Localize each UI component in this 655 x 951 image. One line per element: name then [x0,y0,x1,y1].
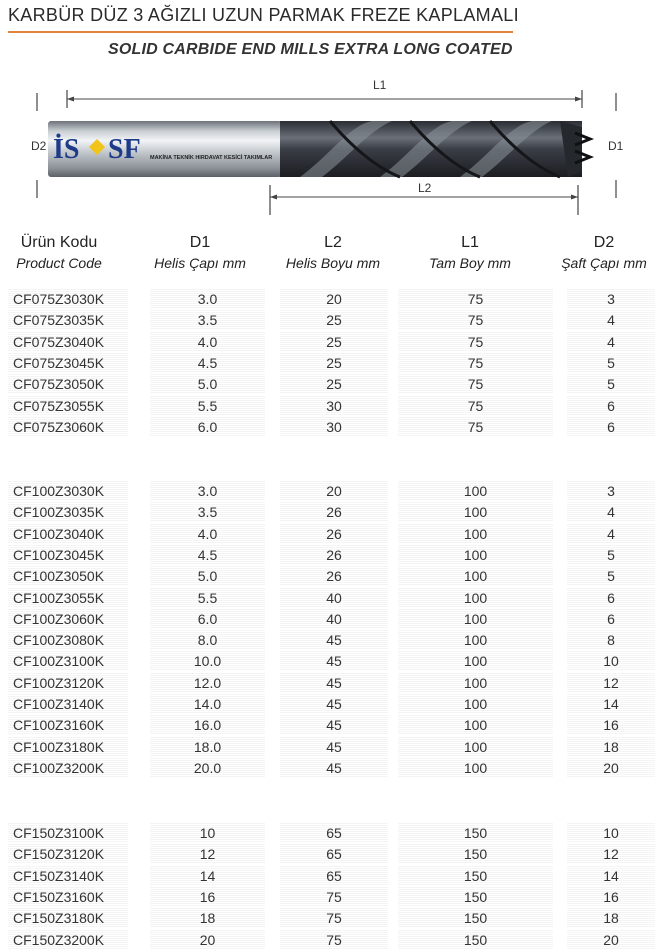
product-code-cell: CF100Z3180K [8,737,128,757]
l1-cell: 75 [398,417,553,437]
d1-cell: 14.0 [150,694,265,714]
end-mill-diagram [0,75,655,225]
l1-cell: 150 [398,823,553,843]
table-row [0,930,655,951]
d2-cell: 5 [567,353,655,373]
product-code-cell: CF075Z3040K [8,332,128,352]
product-code-cell: CF150Z3200K [8,930,128,950]
product-code-cell: CF100Z3140K [8,694,128,714]
product-code-cell: CF100Z3080K [8,630,128,650]
d2-cell: 4 [567,332,655,352]
l2-cell: 45 [280,630,388,650]
l2-cell: 45 [280,758,388,778]
d2-cell: 4 [567,502,655,522]
l1-cell: 100 [398,630,553,650]
d1-cell: 20.0 [150,758,265,778]
header-l1: L1 Tam Boy mm [429,234,511,271]
d1-cell: 16 [150,887,265,907]
l2-cell: 25 [280,353,388,373]
l1-cell: 100 [398,651,553,671]
d2-cell: 4 [567,310,655,330]
l1-cell: 75 [398,353,553,373]
table-row [0,887,655,908]
flute-section [280,121,590,177]
table-row [0,715,655,736]
d2-label: D2 [31,139,47,153]
product-code-cell: CF150Z3140K [8,866,128,886]
d1-cell: 12.0 [150,673,265,693]
l2-cell: 25 [280,332,388,352]
d1-cell: 14 [150,866,265,886]
d1-cell: 12 [150,844,265,864]
table-row [0,502,655,523]
table-row [0,545,655,566]
l2-cell: 26 [280,566,388,586]
d1-cell: 20 [150,930,265,950]
d1-cell: 10 [150,823,265,843]
d1-cell: 16.0 [150,715,265,735]
d2-cell: 6 [567,396,655,416]
product-code-cell: CF150Z3160K [8,887,128,907]
product-code-cell: CF100Z3200K [8,758,128,778]
product-code-cell: CF100Z3100K [8,651,128,671]
table-row [0,651,655,672]
l2-cell: 45 [280,715,388,735]
d1-cell: 3.0 [150,481,265,501]
d1-cell: 18 [150,908,265,928]
d2-cell: 6 [567,609,655,629]
d1-cell: 18.0 [150,737,265,757]
l2-cell: 75 [280,887,388,907]
d2-cell: 5 [567,566,655,586]
product-code-cell: CF100Z3120K [8,673,128,693]
product-code-cell: CF100Z3160K [8,715,128,735]
l1-dimension [67,78,582,108]
table-row [0,417,655,438]
l1-cell: 150 [398,844,553,864]
product-code-cell: CF150Z3120K [8,844,128,864]
page-title: KARBÜR DÜZ 3 AĞIZLI UZUN PARMAK FREZE KAPLAMALI [8,5,519,25]
l2-cell: 65 [280,823,388,843]
header-d2: D2 Şaft Çapı mm [561,234,647,271]
l1-cell: 100 [398,545,553,565]
svg-text:MAKİNA TEKNİK HIRDAVAT KESİCİ: MAKİNA TEKNİK HIRDAVAT KESİCİ TAKIMLAR [150,155,273,161]
d2-cell: 4 [567,524,655,544]
product-code-cell: CF100Z3040K [8,524,128,544]
svg-text:SF: SF [108,134,141,165]
d1-cell: 6.0 [150,417,265,437]
l2-cell: 20 [280,289,388,309]
table-row [0,588,655,609]
l2-cell: 30 [280,417,388,437]
d2-cell: 5 [567,545,655,565]
d2-cell: 12 [567,673,655,693]
l1-cell: 100 [398,524,553,544]
d2-cell: 18 [567,737,655,757]
l2-cell: 26 [280,502,388,522]
l1-label: L1 [373,78,387,92]
d2-cell: 6 [567,417,655,437]
table-row [0,823,655,844]
l1-cell: 75 [398,310,553,330]
d1-dimension [608,93,624,198]
title-underline [8,31,513,33]
l2-cell: 25 [280,374,388,394]
shank [48,121,282,177]
header-d1: D1 Helis Çapı mm [154,234,246,271]
l1-cell: 100 [398,673,553,693]
table-row [0,866,655,887]
product-code-cell: CF150Z3180K [8,908,128,928]
d2-cell: 3 [567,289,655,309]
l1-cell: 75 [398,396,553,416]
product-code-cell: CF100Z3055K [8,588,128,608]
l1-cell: 100 [398,694,553,714]
product-code-cell: CF075Z3050K [8,374,128,394]
l1-cell: 75 [398,289,553,309]
l1-cell: 100 [398,609,553,629]
l1-cell: 75 [398,332,553,352]
d1-cell: 4.0 [150,524,265,544]
l1-cell: 100 [398,715,553,735]
l1-cell: 150 [398,887,553,907]
d2-cell: 20 [567,758,655,778]
product-code-cell: CF075Z3060K [8,417,128,437]
l2-cell: 65 [280,844,388,864]
d1-cell: 8.0 [150,630,265,650]
l2-cell: 20 [280,481,388,501]
product-code-cell: CF100Z3060K [8,609,128,629]
l1-cell: 100 [398,481,553,501]
table-row [0,609,655,630]
d2-cell: 10 [567,823,655,843]
d1-cell: 5.5 [150,396,265,416]
table-row [0,737,655,758]
table-row [0,566,655,587]
product-code-cell: CF100Z3045K [8,545,128,565]
d2-cell: 14 [567,694,655,714]
l2-cell: 45 [280,737,388,757]
product-code-cell: CF075Z3030K [8,289,128,309]
d2-cell: 3 [567,481,655,501]
l1-cell: 100 [398,737,553,757]
table-row [0,758,655,779]
l2-cell: 25 [280,310,388,330]
table-row [0,630,655,651]
d1-cell: 10.0 [150,651,265,671]
d2-cell: 8 [567,630,655,650]
d2-cell: 16 [567,887,655,907]
l1-cell: 100 [398,588,553,608]
d1-cell: 5.0 [150,566,265,586]
d1-cell: 4.5 [150,545,265,565]
table-row [0,310,655,331]
l1-cell: 100 [398,502,553,522]
l2-dimension [270,181,578,215]
table-row [0,908,655,929]
d2-cell: 16 [567,715,655,735]
table-row [0,374,655,395]
l2-label: L2 [418,181,432,195]
d1-cell: 6.0 [150,609,265,629]
d1-cell: 5.0 [150,374,265,394]
page-subtitle: SOLID CARBIDE END MILLS EXTRA LONG COATED [108,41,513,58]
d1-cell: 5.5 [150,588,265,608]
l2-cell: 26 [280,524,388,544]
product-code-cell: CF100Z3050K [8,566,128,586]
l2-cell: 65 [280,866,388,886]
table-row [0,353,655,374]
product-code-cell: CF100Z3035K [8,502,128,522]
product-code-cell: CF075Z3045K [8,353,128,373]
header-product-code: Ürün Kodu Product Code [16,234,102,271]
table-row [0,332,655,353]
d2-cell: 12 [567,844,655,864]
l1-cell: 150 [398,908,553,928]
table-row [0,673,655,694]
table-row [0,481,655,502]
l1-cell: 100 [398,566,553,586]
d1-cell: 4.0 [150,332,265,352]
table-row [0,289,655,310]
product-code-cell: CF100Z3030K [8,481,128,501]
d1-cell: 3.5 [150,502,265,522]
d2-cell: 14 [567,866,655,886]
product-code-cell: CF150Z3100K [8,823,128,843]
d2-cell: 10 [567,651,655,671]
header-l2: L2 Helis Boyu mm [285,234,381,271]
d2-cell: 5 [567,374,655,394]
d2-dimension [31,93,47,198]
table-row [0,694,655,715]
svg-text:İS: İS [53,134,80,165]
d2-cell: 6 [567,588,655,608]
table-row [0,396,655,417]
table-row [0,844,655,865]
d1-cell: 4.5 [150,353,265,373]
l2-cell: 45 [280,651,388,671]
l1-cell: 150 [398,930,553,950]
table-row [0,524,655,545]
d2-cell: 18 [567,908,655,928]
d2-cell: 20 [567,930,655,950]
d1-label: D1 [608,139,624,153]
l2-cell: 40 [280,609,388,629]
l2-cell: 45 [280,694,388,714]
d1-cell: 3.0 [150,289,265,309]
l2-cell: 45 [280,673,388,693]
l2-cell: 75 [280,930,388,950]
l2-cell: 40 [280,588,388,608]
d1-cell: 3.5 [150,310,265,330]
l1-cell: 150 [398,866,553,886]
l2-cell: 75 [280,908,388,928]
l1-cell: 75 [398,374,553,394]
l2-cell: 30 [280,396,388,416]
l1-cell: 100 [398,758,553,778]
product-code-cell: CF075Z3055K [8,396,128,416]
product-code-cell: CF075Z3035K [8,310,128,330]
l2-cell: 26 [280,545,388,565]
